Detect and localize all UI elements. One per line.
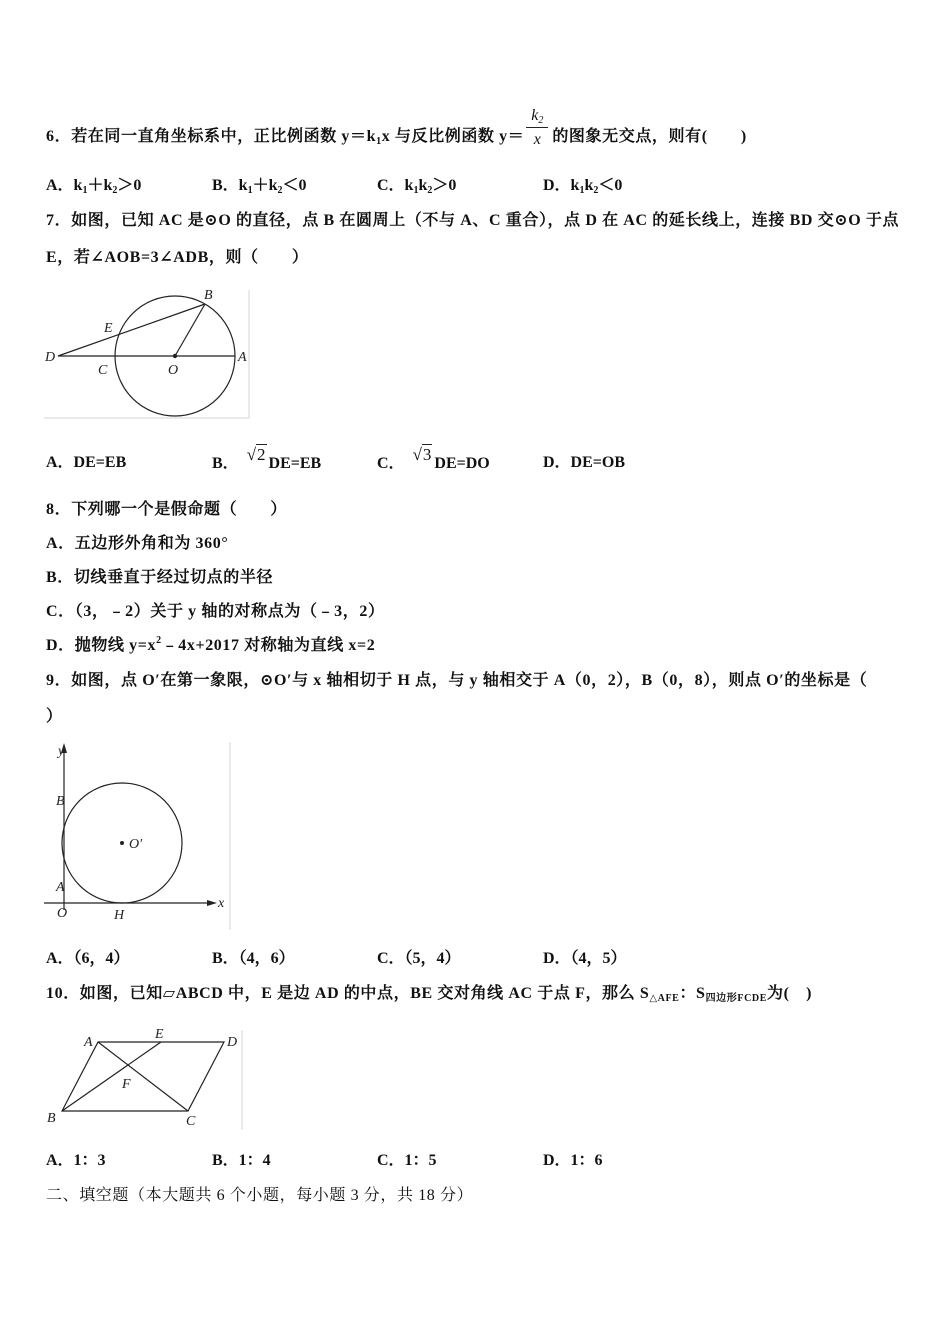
label-a: A (84, 1035, 93, 1050)
q6-tail: 的图象无交点，则有( ) (552, 128, 747, 145)
line-db (58, 304, 205, 356)
q8-option-a: A．五边形外角和为 360° (46, 535, 229, 552)
q6-fraction (526, 107, 548, 150)
label-h: H (114, 908, 125, 923)
q6-mid: x 与反比例函数 y＝ (381, 128, 525, 145)
label-o-prime: O′ (129, 837, 143, 852)
question-9-stem-line1: 9．如图，点 O′在第一象限，⊙O′与 x 轴相切于 H 点，与 y 轴相交于 A（0，2），B（0，8），则点 O′的坐标是（ (46, 672, 868, 689)
q6-lead: 6．若在同一直角坐标系中，正比例函数 y＝k (46, 128, 377, 145)
q9-option-b: B．（4，6） (212, 950, 295, 967)
label-origin-o: O (57, 906, 68, 921)
label-y: y (58, 744, 65, 759)
q10-option-b: B．1：4 (212, 1152, 271, 1169)
label-e: E (104, 321, 113, 336)
question-9-stem-line2: ） (46, 708, 63, 725)
q9-coordinate-figure (40, 738, 235, 932)
radical-sqrt3: √3 (412, 445, 432, 464)
q9-option-d: D．（4，5） (543, 950, 627, 967)
label-b: B (204, 288, 213, 303)
label-c: C (98, 363, 108, 378)
q7-option-b: B． √2 DE=EB (212, 445, 322, 472)
label-d: D (227, 1035, 238, 1050)
q10-parallelogram-figure (44, 1026, 244, 1134)
question-8-stem: 8．下列哪一个是假命题（ ） (46, 501, 288, 518)
q9-option-c: C．（5，4） (377, 950, 461, 967)
segment-ob (175, 304, 205, 356)
q7-option-c: C． √3 DE=DO (377, 445, 490, 472)
label-a: A (56, 880, 65, 895)
question-10-stem: 10．如图，已知▱ABCD 中，E 是边 AD 的中点，BE 交对角线 AC 于点 F，那么 $S_{\triangle AFE}$：$S_{四边形FCDE}$为( ) (46, 985, 813, 1004)
x-axis-arrow (207, 900, 217, 906)
q8-option-c: C．（3，﹣2）关于 y 轴的对称点为（﹣3，2） (46, 603, 385, 620)
center-point-o-prime (120, 841, 124, 845)
label-x: x (218, 896, 225, 911)
label-c: C (186, 1114, 196, 1129)
q6-option-a: A．$k_1+k_2>0$ (46, 177, 142, 196)
label-d: D (45, 350, 56, 365)
q7-option-a: A．DE=EB (46, 454, 127, 471)
q6-option-d: D．$k_1k_2<0$ (543, 177, 623, 196)
question-6-stem (46, 107, 747, 148)
label-b: B (56, 794, 65, 809)
label-f: F (122, 1077, 131, 1092)
q6-option-b: B．$k_1+k_2<0$ (212, 177, 307, 196)
label-o: O (168, 363, 179, 378)
label-e: E (155, 1027, 164, 1042)
q7-circle-figure (44, 286, 252, 422)
center-point-o (173, 354, 177, 358)
label-b: B (47, 1111, 56, 1126)
section-2-heading: 二、填空题（本大题共 6 个小题，每小题 3 分，共 18 分） (46, 1187, 474, 1204)
numerator-k: k (531, 107, 539, 124)
q9-option-a: A．（6，4） (46, 950, 130, 967)
question-7-stem-line2: E，若∠AOB=3∠ADB，则（ ） (46, 249, 309, 266)
label-a: A (238, 350, 247, 365)
fraction-denominator: x (533, 131, 541, 148)
numerator-subscript: 2 (538, 115, 544, 126)
q6-option-c: C．$k_1k_2>0$ (377, 177, 457, 196)
q8-option-d: D．抛物线 $y=x^2﹣4x+2017$ 对称轴为直线 x=2 (46, 635, 376, 654)
q10-option-a: A．1：3 (46, 1152, 106, 1169)
q7-option-d: D．DE=OB (543, 454, 626, 471)
q10-option-d: D．1：6 (543, 1152, 603, 1169)
radical-sqrt2: √2 (246, 445, 266, 464)
q10-option-c: C．1：5 (377, 1152, 437, 1169)
question-7-stem-line1: 7．如图，已知 AC 是⊙O 的直径，点 B 在圆周上（不与 A、C 重合），点 D 在 AC 的延长线上，连接 BD 交⊙O 于点 (46, 212, 900, 229)
q8-option-b: B．切线垂直于经过切点的半径 (46, 569, 274, 586)
fraction-numerator (526, 106, 548, 128)
q6-lead-subscript: 1 (376, 136, 382, 147)
